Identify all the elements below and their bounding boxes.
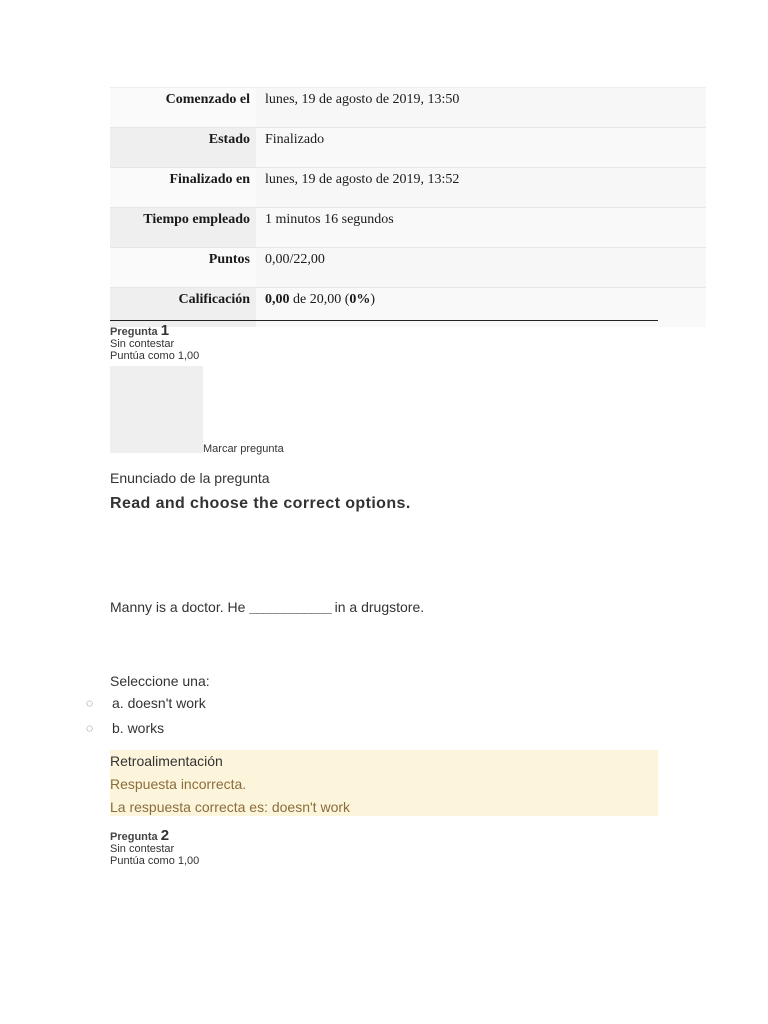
option-label: b. works	[112, 720, 165, 736]
question-label: Pregunta	[110, 831, 158, 843]
sentence-before: Manny is a doctor. He	[110, 599, 250, 615]
summary-value: 0,00/22,00	[256, 248, 706, 287]
summary-label: Calificación	[110, 288, 256, 327]
question-info-2	[110, 827, 200, 867]
question-info-1	[110, 322, 200, 362]
question-label: Pregunta	[110, 326, 158, 338]
grade-pct: 0%	[349, 292, 371, 307]
answer-option-b[interactable]	[86, 720, 164, 736]
prompt-title: Read and choose the correct options.	[110, 495, 411, 512]
feedback-panel	[110, 750, 658, 816]
sentence-after: in a drugstore.	[330, 599, 425, 615]
summary-row-time	[110, 207, 706, 247]
divider	[110, 320, 658, 321]
feedback-title: Retroalimentación	[110, 753, 223, 769]
grade-end: )	[370, 292, 376, 307]
answer-option-a[interactable]	[86, 695, 206, 711]
grade-mid: de 20,00 (	[289, 292, 350, 307]
summary-label: Comenzado el	[110, 88, 256, 127]
question-number: 2	[160, 827, 170, 844]
summary-value: Finalizado	[256, 128, 706, 167]
radio-icon[interactable]: ◌	[86, 721, 94, 735]
summary-value: lunes, 19 de agosto de 2019, 13:50	[256, 88, 706, 127]
summary-label: Finalizado en	[110, 168, 256, 207]
question-score: Puntúa como 1,00	[110, 855, 200, 867]
summary-row-finished	[110, 167, 706, 207]
feedback-correct-answer: La respuesta correcta es: doesn't work	[110, 799, 351, 815]
sentence-blank: ____________	[249, 599, 331, 615]
summary-label: Estado	[110, 128, 256, 167]
question-status: Sin contestar	[110, 338, 175, 350]
select-label: Seleccione una:	[110, 673, 210, 689]
attempt-summary-table	[110, 87, 706, 327]
option-label: a. doesn't work	[112, 695, 206, 711]
radio-icon[interactable]: ◌	[86, 696, 94, 710]
summary-row-started	[110, 87, 706, 127]
summary-value: lunes, 19 de agosto de 2019, 13:52	[256, 168, 706, 207]
grade-bold: 0,00	[265, 292, 290, 307]
question-status: Sin contestar	[110, 843, 175, 855]
summary-label: Puntos	[110, 248, 256, 287]
summary-row-points	[110, 247, 706, 287]
question-number: 1	[160, 322, 170, 339]
summary-row-state	[110, 127, 706, 167]
summary-label: Tiempo empleado	[110, 208, 256, 247]
question-score: Puntúa como 1,00	[110, 350, 200, 362]
flag-box[interactable]	[110, 366, 203, 453]
question-sentence	[110, 599, 424, 615]
summary-value	[256, 288, 706, 327]
summary-row-grade	[110, 287, 706, 327]
prompt-label: Enunciado de la pregunta	[110, 470, 270, 486]
summary-value: 1 minutos 16 segundos	[256, 208, 706, 247]
flag-question-link[interactable]: Marcar pregunta	[203, 443, 284, 455]
feedback-incorrect: Respuesta incorrecta.	[110, 776, 247, 792]
